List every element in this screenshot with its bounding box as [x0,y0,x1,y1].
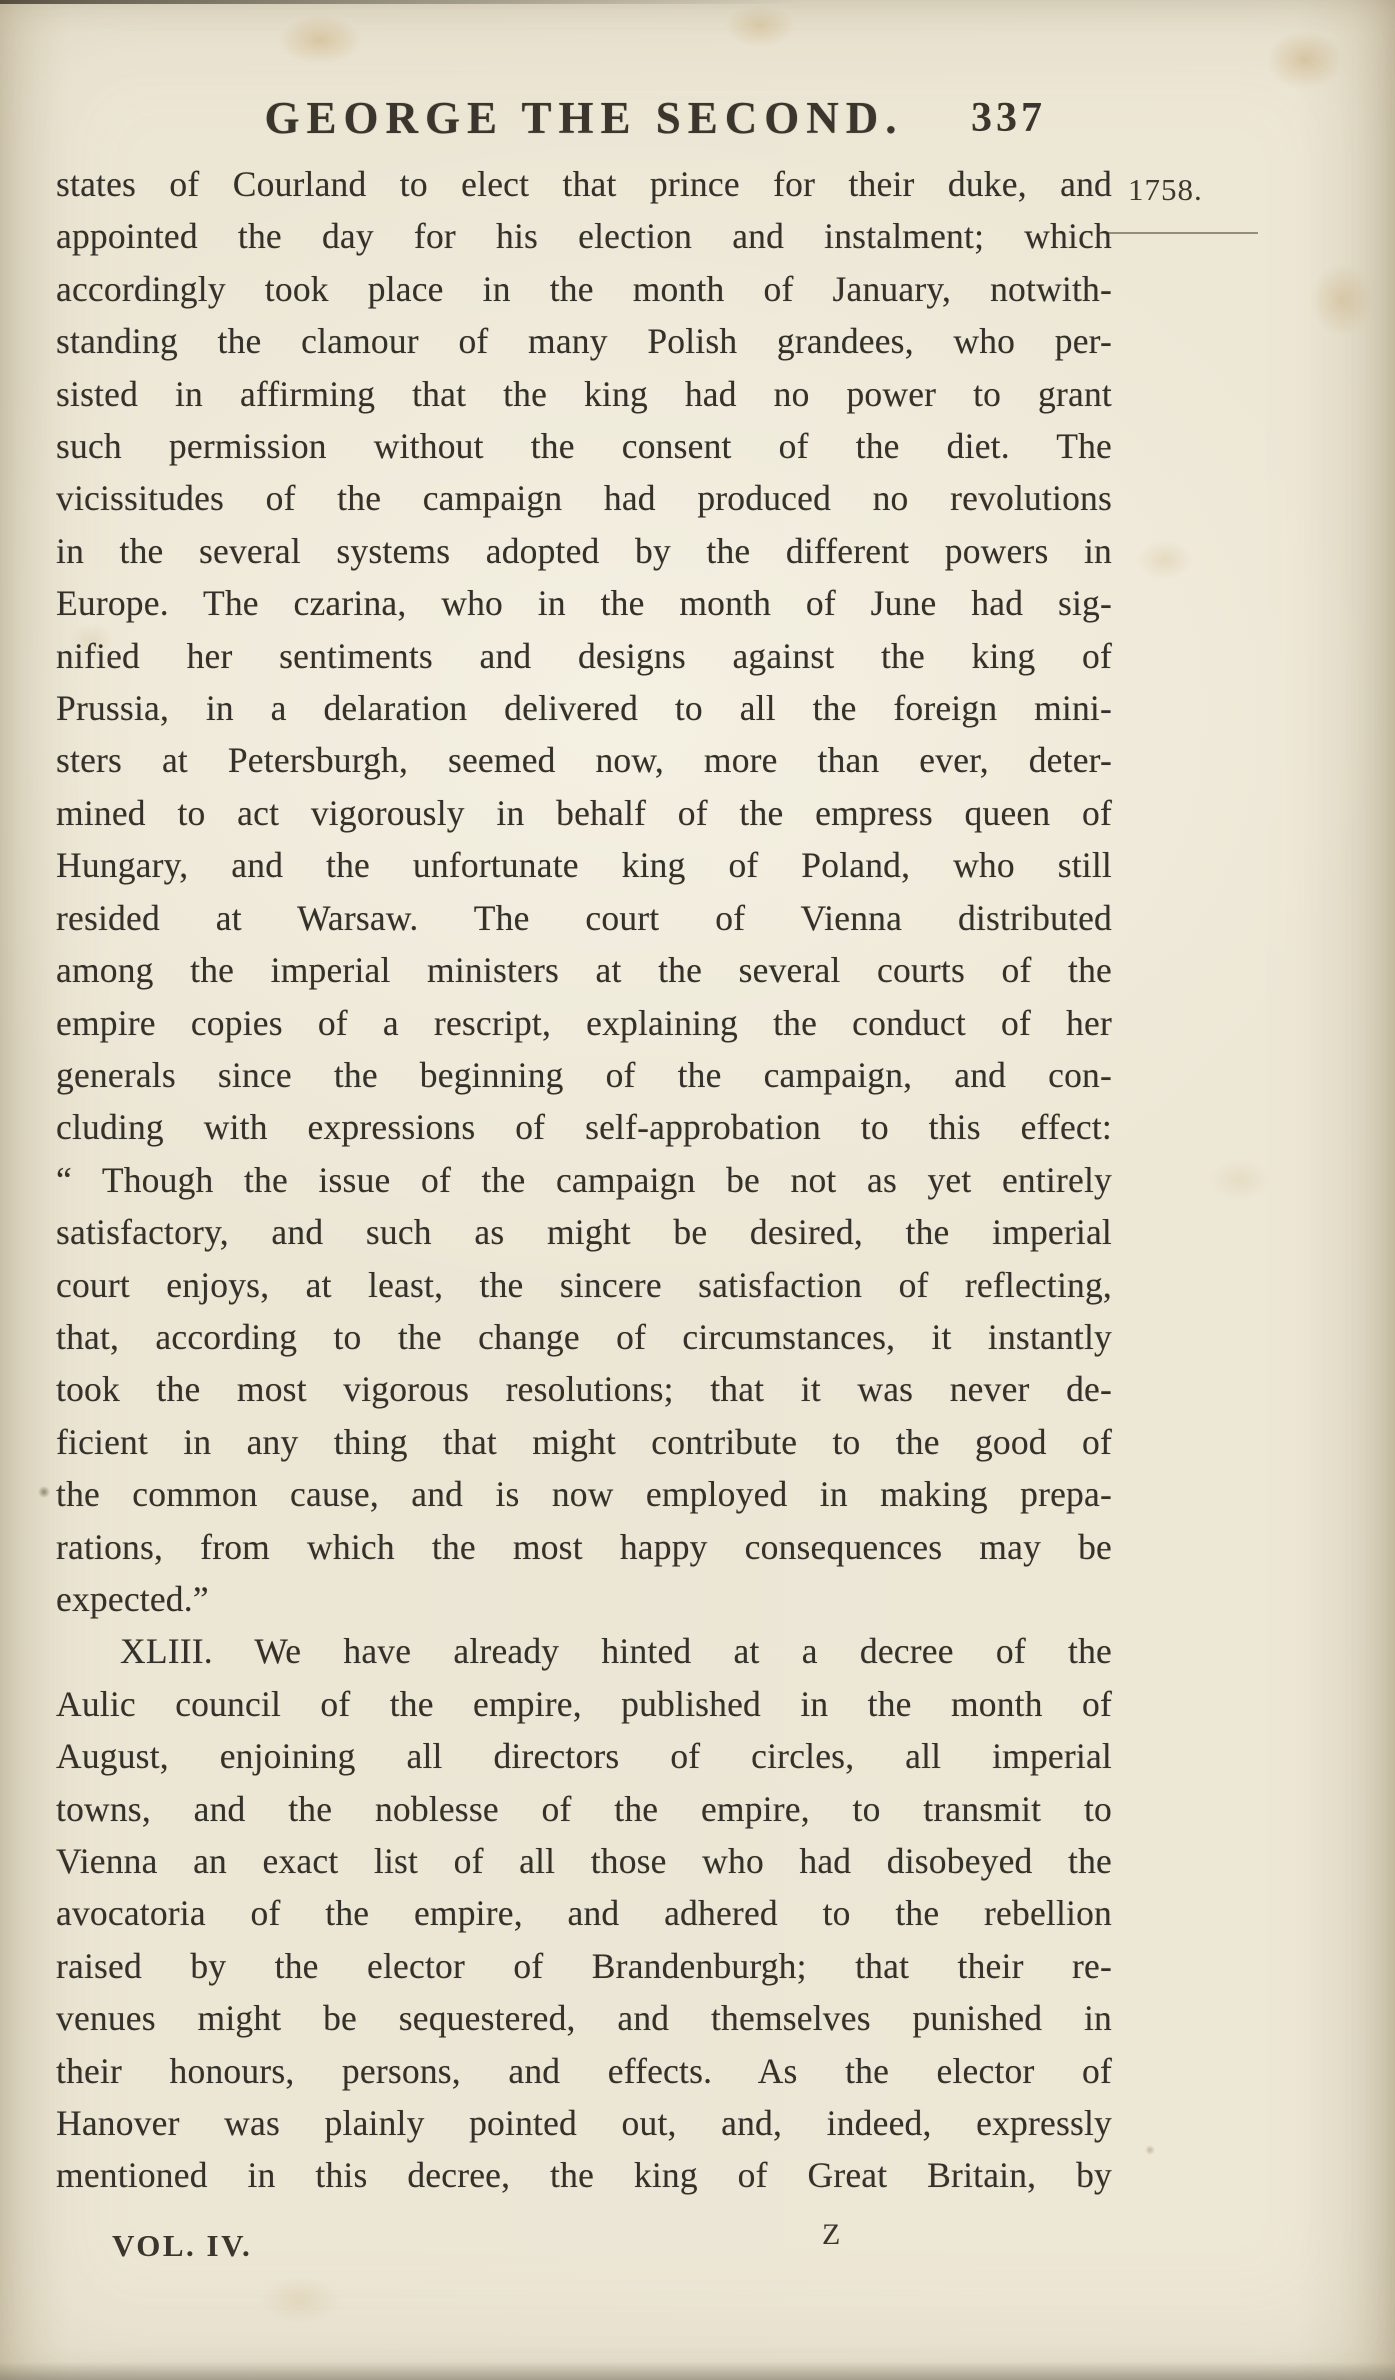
text-line: court enjoys, at least, the sincere satisfaction of reflecting, [56,1264,1112,1305]
text-line: Aulic council of the empire, published in the month of [56,1683,1112,1724]
text-line: mined to act vigorously in behalf of the empress queen of [56,792,1112,833]
text-line: the common cause, and is now employed in making prepa- [56,1474,1112,1515]
text-line: satisfactory, and such as might be desired, the imperial [56,1212,1112,1253]
text-line: sisted in affirming that the king had no power to grant [56,373,1112,414]
text-line: Hungary, and the unfortunate king of Poland, who still [56,845,1112,886]
page-header [56,92,1112,162]
text-line: Vienna an exact list of all those who had disobeyed the [56,1841,1112,1881]
text-line: resided at Warsaw. The court of Vienna distributed [56,897,1112,938]
text-line: generals since the beginning of the campaign, and con- [56,1054,1112,1095]
text-line: such permission without the consent of the diet. The [56,426,1112,467]
text-line: Europe. The czarina, who in the month of June had sig- [56,583,1112,624]
text-line: August, enjoining all directors of circles, all imperial [56,1736,1112,1777]
text-line: Prussia, in a delaration delivered to all the foreign mini- [56,688,1112,729]
page-number: 337 [971,95,1046,141]
text-line: empire copies of a rescript, explaining the conduct of her [56,1002,1112,1043]
text-line: states of Courland to elect that prince for their duke, and [56,164,1112,204]
body-text [56,158,1112,2202]
running-title: GEORGE THE SECOND. [264,93,904,143]
margin-year-note [1128,172,1328,234]
text-line: venues might be sequestered, and themselves punished in [56,1998,1112,2039]
text-line: towns, and the noblesse of the empire, to transmit to [56,1788,1112,1829]
text-line: ficient in any thing that might contribute to the good of [56,1421,1112,1462]
text-line: vicissitudes of the campaign had produced no revolutions [56,478,1112,519]
text-line: among the imperial ministers at the several courts of the [56,950,1112,991]
text-line: sters at Petersburgh, seemed now, more than ever, deter- [56,740,1112,781]
margin-rule [1106,232,1258,234]
margin-year: 1758. [1128,172,1203,207]
volume-label: VOL. IV. [112,2228,253,2263]
text-line: XLIII. We have already hinted at a decree of the [120,1631,1112,1672]
text-line: their honours, persons, and effects. As the elector of [56,2050,1112,2091]
text-line: expected.” [56,1578,209,1619]
text-line: accordingly took place in the month of January, notwith- [56,268,1112,309]
text-line: nified her sentiments and designs against the king of [56,635,1112,676]
page-footer [56,2218,1112,2278]
text-line: raised by the elector of Brandenburgh; that their re- [56,1945,1112,1986]
text-line: “ Though the issue of the campaign be not as yet entirely [56,1159,1112,1200]
scan-edge-bottom [0,2362,1395,2380]
text-line: that, according to the change of circumstances, it instantly [56,1316,1112,1357]
text-line: rations, from which the most happy consequences may be [56,1526,1112,1567]
text-line: in the several systems adopted by the different powers in [56,530,1112,571]
text-line: took the most vigorous resolutions; that it was never de- [56,1369,1112,1410]
scan-edge-top [0,0,800,4]
signature-mark: Z [822,2218,842,2251]
text-line: mentioned in this decree, the king of Great Britain, by [56,2155,1112,2196]
text-line: standing the clamour of many Polish grandees, who per- [56,321,1112,362]
text-line: avocatoria of the empire, and adhered to the rebellion [56,1893,1112,1934]
text-line: Hanover was plainly pointed out, and, indeed, expressly [56,2103,1112,2144]
text-line: cluding with expressions of self-approbation to this effect: [56,1107,1112,1148]
text-line: appointed the day for his election and instalment; which [56,216,1112,257]
